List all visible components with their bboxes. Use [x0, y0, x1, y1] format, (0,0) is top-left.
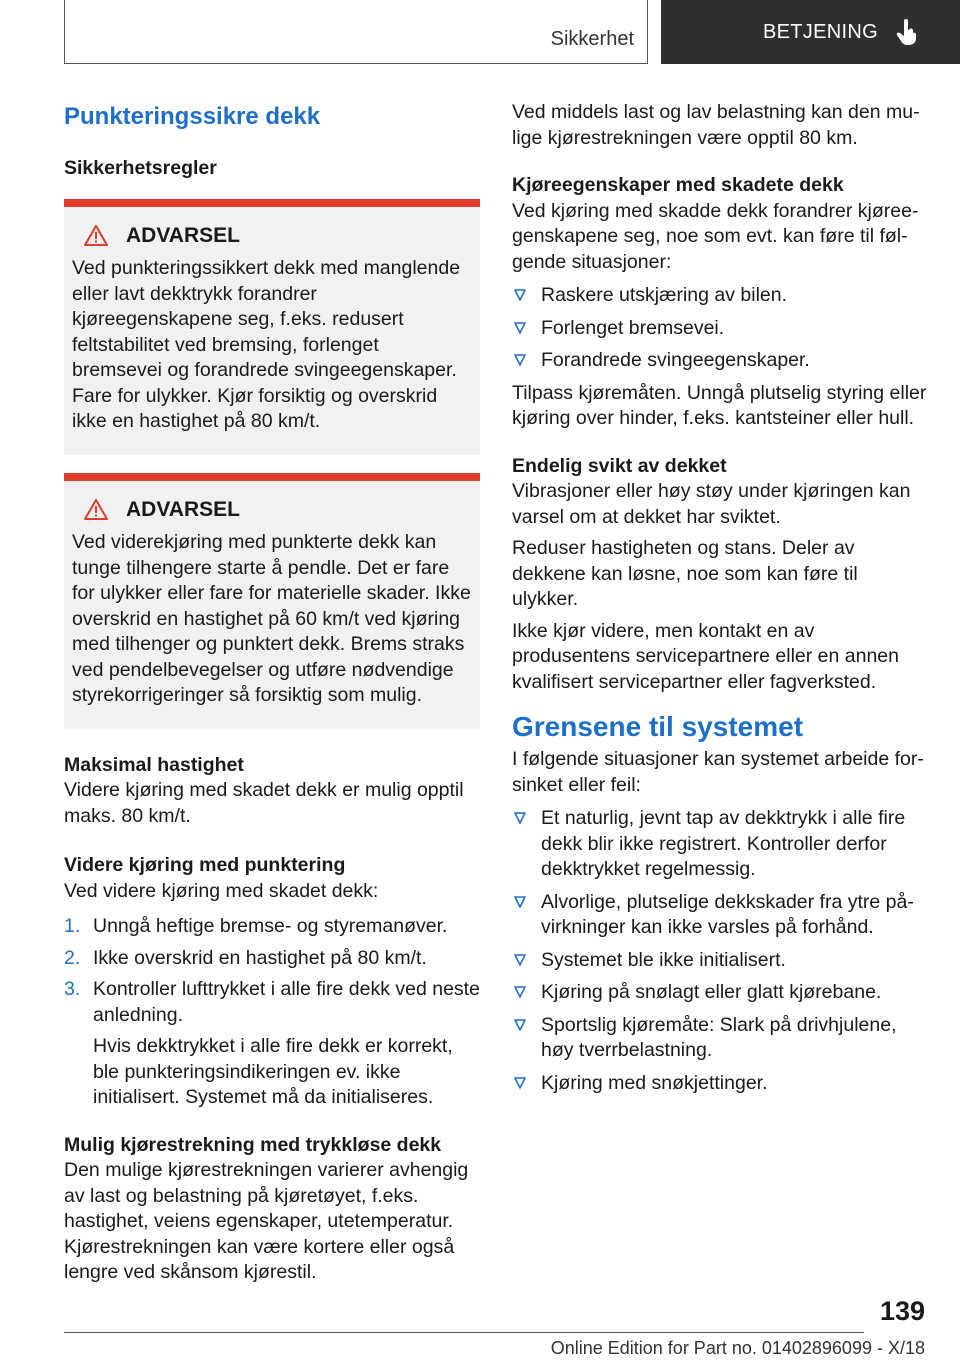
list-item [512, 948, 928, 974]
warning-box [64, 473, 480, 729]
continue-intro: Ved videre kjøring med skadet dekk: [64, 879, 379, 902]
list-item [512, 283, 928, 309]
step-number: 2. [64, 946, 81, 969]
step-text: Kontroller lufttrykket i alle fire dekk ved neste anledning. [93, 978, 480, 1026]
continue-heading: Videre kjøring med punktering [64, 854, 346, 876]
list-item-text: Systemet ble ikke initialisert. [541, 948, 786, 971]
limits-intro: I følgende situasjoner kan systemet arbeide forsinket eller feil: [512, 748, 924, 796]
list-item-text: Kjøring på snølagt eller glatt kjørebane. [541, 981, 882, 1003]
list-item-text: Alvorlige, plutselige dekkskader fra ytre påvirkninger kan ikke varsles på forhånd. [541, 890, 914, 938]
failure-text: Reduser hastigheten og stans. Deler av dekkene kan løsne, noe som kan føre til ulykker. [512, 537, 858, 610]
failure-text: Ikke kjør videre, men kontakt en av produsentens servicepartnere eller en annen kvalifisert servicepartner eller fagverksted. [512, 619, 900, 693]
distance-heading: Mulig kjørestrekning med trykkløse dekk [64, 1133, 442, 1156]
list-item-text: Kjøring med snøkjettinger. [541, 1071, 768, 1094]
failure-text: Vibrasjoner eller høy støy under kjøringen kan varsel om at dekket har sviktet. [512, 480, 911, 528]
distance-text: Den mulige kjørestrekningen varierer avhengig av last og belastning på kjøretøyet, f.eks. hastighet, veiens egenskaper, utetemperatur. Kjørestrekningen kan være kortere eller også lengre ved skånsom kjørestil. [64, 1159, 469, 1283]
warning-box [64, 199, 480, 455]
failure-heading: Endelig svikt av dekket [512, 454, 727, 477]
section-title: Punkteringssikre dekk [64, 103, 321, 130]
max-speed-heading: Maksimal hastighet [64, 753, 244, 776]
list-item [512, 1071, 928, 1097]
triangle-bullet-icon [514, 354, 526, 366]
list-item-text: Forandrede svingeegenskaper. [541, 349, 810, 371]
warning-triangle-icon [84, 225, 108, 246]
footer-divider [64, 1332, 864, 1333]
safety-heading: Sikkerhetsregler [64, 157, 217, 179]
step-number: 3. [64, 978, 81, 1000]
limits-list [512, 806, 928, 1096]
list-item-text: Et naturlig, jevnt tap av dekktrykk i alle fire dekk blir ikke registrert. Kontroller derfor dekktrykket regelmessig. [541, 807, 906, 880]
handling-list [512, 283, 928, 374]
list-item [512, 890, 928, 941]
list-item-text: Raskere utskjæring av bilen. [541, 284, 788, 306]
distance-continued: Ved middels last og lav belastning kan den mulige kjørestrekningen være opptil 80 km. [512, 101, 920, 149]
triangle-bullet-icon [514, 812, 526, 824]
handling-heading: Kjøreegenskaper med skadete dekk [512, 174, 844, 196]
max-speed-text: Videre kjøring med skadet dekk er mulig opptil maks. 80 km/t. [64, 779, 464, 827]
limits-title: Grensene til systemet [512, 711, 804, 742]
warning-text: Ved viderekjøring med punkterte dekk kan tunge tilhengere starte å pendle. Det er fare for ulykker eller fare for materielle skader. Ikke overskrid en hastighet på 60 km/t ved kjøring med tilhenger og punktert dekk. Brems straks ved pendelbevegelser og utføre nødvendige styrekorrigeringer så forsiktig som mulig. [72, 531, 471, 706]
header-section-title: Sikkerhet [550, 28, 634, 50]
list-item [512, 806, 928, 883]
triangle-bullet-icon [514, 1019, 526, 1031]
header-chapter-label: BETJENING [763, 20, 878, 43]
triangle-bullet-icon [514, 954, 526, 966]
warning-title [72, 223, 472, 249]
step-subtext: Hvis dekktrykket i alle fire dekk er korrekt, ble punkteringsindikeringen ev. ikke initialisert. Systemet må da initialiseres. [93, 1035, 453, 1108]
right-column [512, 100, 928, 1103]
list-item [64, 946, 480, 972]
triangle-bullet-icon [514, 322, 526, 334]
edition-note: Online Edition for Part no. 01402896099 - X/18 [550, 1338, 925, 1358]
steps-list [64, 914, 480, 1111]
page-number: 139 [879, 1296, 925, 1326]
header-chapter-tab [661, 0, 960, 64]
list-item-text: Sportslig kjøremåte: Slark på drivhjulene, høy tverrbelastning. [541, 1013, 897, 1061]
warning-text: Ved punkteringssikkert dekk med manglende eller lavt dekktrykk forandrer kjøreegenskapene seg, f.eks. redusert feltstabilitet ved bremsing, forlenget bremsevei og forandrede svingeegenskaper. Fare for ulykker. Kjør forsiktig og overskrid ikke en hastighet på 80 km/t. [72, 257, 461, 432]
list-item [512, 980, 928, 1006]
list-item [64, 977, 480, 1111]
handling-outro: Tilpass kjøremåten. Unngå plutselig styring eller kjøring over hinder, f.eks. kantsteiner eller hull. [512, 381, 927, 429]
warning-label: ADVARSEL [126, 497, 240, 521]
triangle-bullet-icon [514, 896, 526, 908]
list-item-text: Forlenget bremsevei. [541, 316, 725, 339]
list-item [512, 1013, 928, 1064]
list-item [64, 914, 480, 940]
warning-label: ADVARSEL [126, 223, 240, 247]
hand-pointer-icon [896, 19, 918, 45]
triangle-bullet-icon [514, 1077, 526, 1089]
warning-title [72, 497, 472, 523]
list-item [512, 316, 928, 342]
step-text: Unngå heftige bremse- og styremanøver. [93, 915, 448, 937]
left-column [64, 100, 480, 1286]
warning-triangle-icon [84, 499, 108, 520]
handling-intro: Ved kjøring med skadde dekk forandrer kjøreegenskapene seg, noe som evt. kan føre til følgende situasjoner: [512, 199, 919, 273]
step-number: 1. [64, 915, 81, 937]
triangle-bullet-icon [514, 986, 526, 998]
list-item [512, 348, 928, 374]
triangle-bullet-icon [514, 289, 526, 301]
step-text: Ikke overskrid en hastighet på 80 km/t. [93, 946, 427, 969]
